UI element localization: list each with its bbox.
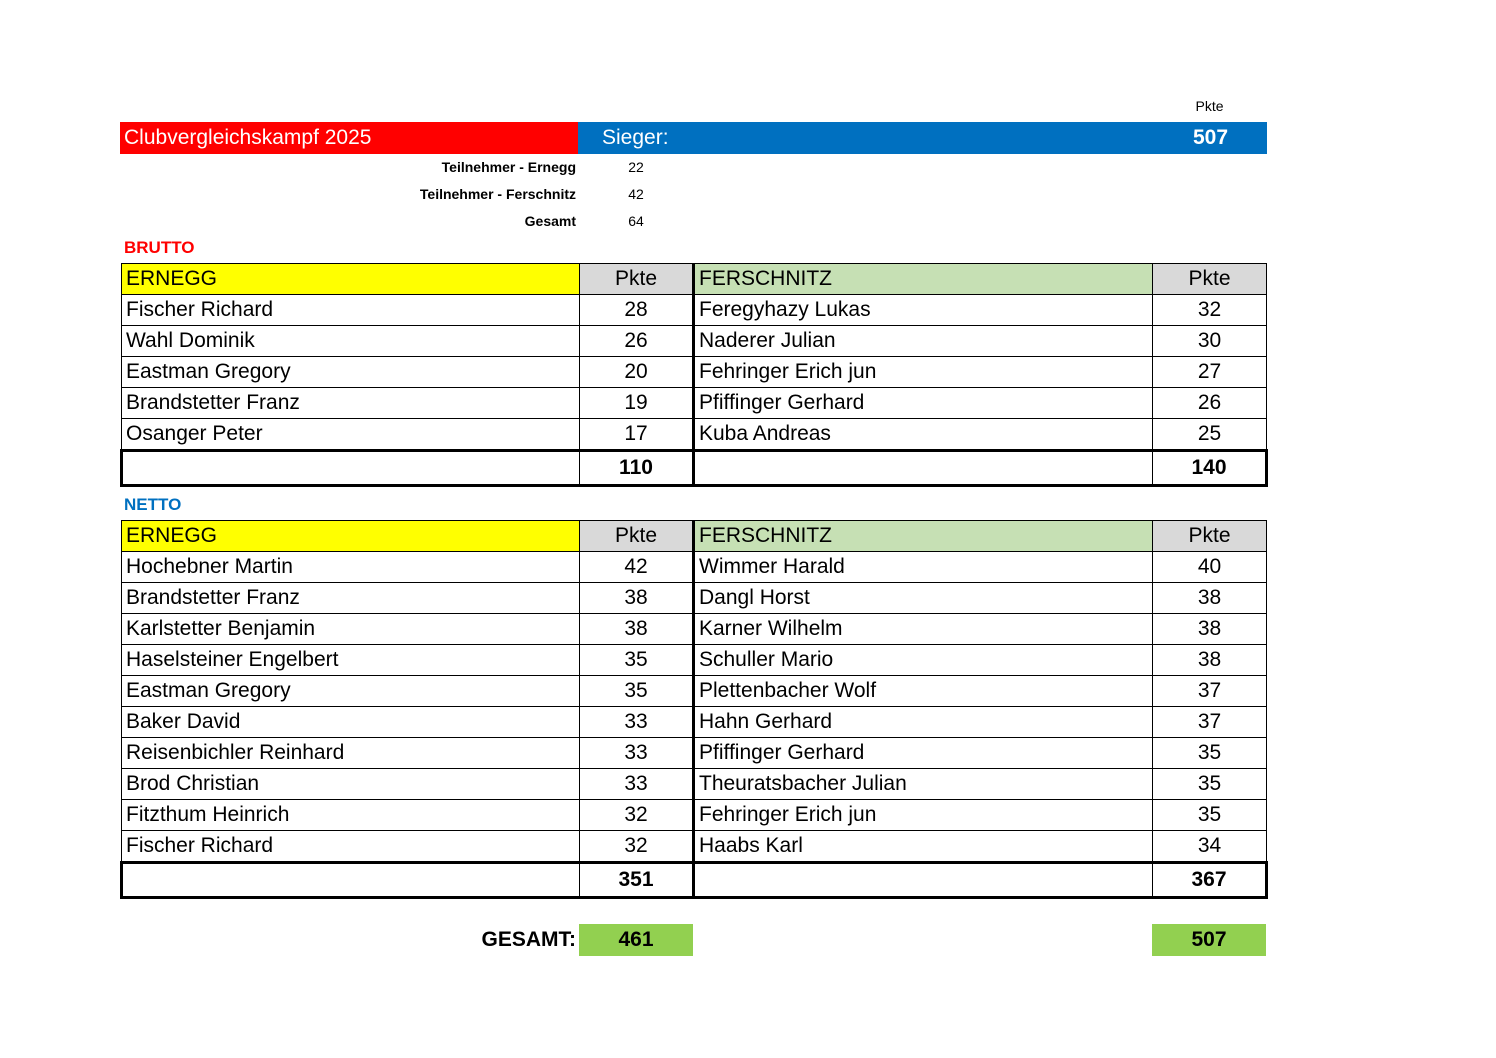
player-name: Hahn Gerhard [694, 707, 1153, 738]
player-points: 38 [580, 614, 694, 645]
brutto-table [120, 263, 1268, 487]
table-row [122, 357, 1267, 388]
player-name: Brandstetter Franz [122, 388, 580, 419]
table-row [122, 738, 1267, 769]
table-row [122, 295, 1267, 326]
player-points: 38 [1153, 583, 1267, 614]
player-name: Eastman Gregory [122, 357, 580, 388]
table-row [122, 676, 1267, 707]
netto-pkte2-header: Pkte [1153, 521, 1267, 552]
player-points: 25 [1153, 419, 1267, 451]
player-points: 19 [580, 388, 694, 419]
player-name: Haabs Karl [694, 831, 1153, 863]
netto-pkte1-header: Pkte [580, 521, 694, 552]
player-points: 37 [1153, 676, 1267, 707]
player-name: Haselsteiner Engelbert [122, 645, 580, 676]
player-name: Fehringer Erich jun [694, 357, 1153, 388]
netto-team1-header: ERNEGG [122, 521, 580, 552]
player-points: 37 [1153, 707, 1267, 738]
player-name: Reisenbichler Reinhard [122, 738, 580, 769]
player-name: Fischer Richard [122, 295, 580, 326]
player-points: 33 [580, 769, 694, 800]
sum-row [122, 451, 1267, 486]
netto-label: NETTO [124, 495, 182, 514]
table-row [122, 388, 1267, 419]
player-points: 35 [1153, 738, 1267, 769]
page-title: Clubvergleichskampf 2025 [120, 122, 578, 154]
player-points: 26 [1153, 388, 1267, 419]
player-name: Fehringer Erich jun [694, 800, 1153, 831]
player-name: Dangl Horst [694, 583, 1153, 614]
table-row [122, 583, 1267, 614]
player-name: Baker David [122, 707, 580, 738]
participants-ferschnitz-value: 42 [628, 186, 644, 202]
brutto-team2-header: FERSCHNITZ [694, 264, 1153, 295]
player-name: Kuba Andreas [694, 419, 1153, 451]
brutto-label: BRUTTO [124, 238, 195, 257]
player-name: Brandstetter Franz [122, 583, 580, 614]
table-header-row [122, 521, 1267, 552]
winner-bar [578, 122, 1267, 154]
winner-points: 507 [1192, 126, 1229, 149]
player-points: 30 [1153, 326, 1267, 357]
player-name: Karlstetter Benjamin [122, 614, 580, 645]
brutto-pkte1-header: Pkte [580, 264, 694, 295]
table-row [122, 419, 1267, 451]
table-row [122, 707, 1267, 738]
brutto-team1-header: ERNEGG [122, 264, 580, 295]
player-points: 35 [1153, 800, 1267, 831]
player-points: 17 [580, 419, 694, 451]
winner-label: Sieger: [602, 126, 669, 149]
player-name: Plettenbacher Wolf [694, 676, 1153, 707]
total-ferschnitz: 507 [1152, 924, 1266, 956]
player-name: Fischer Richard [122, 831, 580, 863]
table-row [122, 645, 1267, 676]
table-row [122, 769, 1267, 800]
brutto-sum-ernegg: 110 [580, 451, 694, 486]
table-row [122, 326, 1267, 357]
player-name: Wimmer Harald [694, 552, 1153, 583]
player-points: 35 [580, 676, 694, 707]
player-points: 38 [1153, 614, 1267, 645]
player-name: Pfiffinger Gerhard [694, 388, 1153, 419]
player-name: Schuller Mario [694, 645, 1153, 676]
table-row [122, 831, 1267, 863]
sum-spacer [122, 863, 580, 898]
player-points: 26 [580, 326, 694, 357]
player-points: 20 [580, 357, 694, 388]
player-points: 32 [580, 831, 694, 863]
player-points: 42 [580, 552, 694, 583]
player-name: Fitzthum Heinrich [122, 800, 580, 831]
table-row [122, 614, 1267, 645]
player-points: 35 [580, 645, 694, 676]
table-row [122, 800, 1267, 831]
player-points: 27 [1153, 357, 1267, 388]
player-points: 35 [1153, 769, 1267, 800]
participants-total-value: 64 [628, 213, 644, 229]
player-points: 32 [580, 800, 694, 831]
player-name: Karner Wilhelm [694, 614, 1153, 645]
player-points: 33 [580, 738, 694, 769]
pkte-column-label: Pkte [1195, 98, 1224, 114]
player-points: 38 [580, 583, 694, 614]
player-points: 40 [1153, 552, 1267, 583]
participants-ferschnitz-label: Teilnehmer - Ferschnitz [419, 186, 576, 202]
player-points: 34 [1153, 831, 1267, 863]
table-row [122, 552, 1267, 583]
player-name: Wahl Dominik [122, 326, 580, 357]
player-name: Eastman Gregory [122, 676, 580, 707]
sum-row [122, 863, 1267, 898]
player-name: Hochebner Martin [122, 552, 580, 583]
sum-spacer [694, 863, 1153, 898]
participants-total-label: Gesamt [524, 213, 576, 229]
sum-spacer [694, 451, 1153, 486]
player-name: Brod Christian [122, 769, 580, 800]
player-name: Feregyhazy Lukas [694, 295, 1153, 326]
total-label: GESAMT: [481, 928, 576, 951]
player-points: 33 [580, 707, 694, 738]
player-name: Osanger Peter [122, 419, 580, 451]
title-bar [120, 122, 1267, 154]
netto-team2-header: FERSCHNITZ [694, 521, 1153, 552]
participants-ernegg-label: Teilnehmer - Ernegg [441, 159, 576, 175]
table-header-row [122, 264, 1267, 295]
netto-sum-ferschnitz: 367 [1153, 863, 1267, 898]
netto-table [120, 520, 1268, 899]
player-name: Theuratsbacher Julian [694, 769, 1153, 800]
brutto-sum-ferschnitz: 140 [1153, 451, 1267, 486]
brutto-pkte2-header: Pkte [1153, 264, 1267, 295]
player-points: 38 [1153, 645, 1267, 676]
netto-sum-ernegg: 351 [580, 863, 694, 898]
participants-ernegg-value: 22 [628, 159, 644, 175]
player-name: Pfiffinger Gerhard [694, 738, 1153, 769]
player-points: 28 [580, 295, 694, 326]
player-name: Naderer Julian [694, 326, 1153, 357]
total-ernegg: 461 [579, 924, 693, 956]
player-points: 32 [1153, 295, 1267, 326]
sum-spacer [122, 451, 580, 486]
